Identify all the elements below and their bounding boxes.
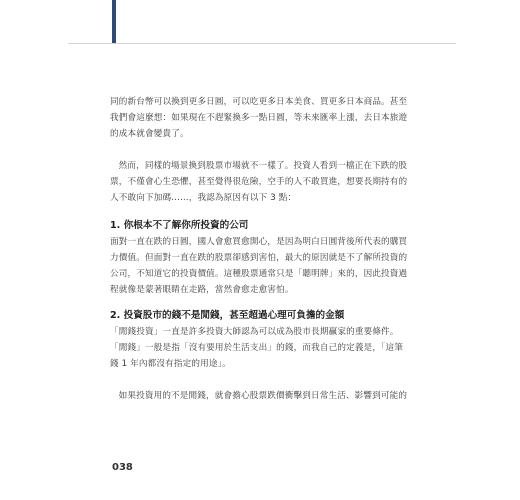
page-body [110,94,410,404]
section-heading-1: 1. 你根本不了解你所投資的公司 [110,220,249,231]
header-accent-bar [112,0,116,44]
page-number: 038 [112,462,133,473]
paragraph-2: 然而，同樣的場景換到股票市場就不一樣了。投資人看到一檔正在下跌的股票，不僅會心生恐懼，甚至覺得很危險，空手的人不敢買進，想要長期持有的人不敢向下加碼……，我認為原因有以下 3 點： [110,161,408,203]
section-1-body: 面對一直在跌的日圓，國人會愈買愈開心，是因為明白日圓背後所代表的購買力價值。但面對一直在跌的股票卻感到害怕，最大的原因就是不了解所投資的公司，不知道它的投資價值。這種股票通常只是「聽明牌」來的，因此投資過程就像是蒙著眼睛在走路，當然會愈走愈害怕。 [110,237,408,295]
section-heading-2: 2. 投資股市的錢不是閒錢，甚至超過心理可負擔的金額 [110,310,345,321]
paragraph-1: 同的新台幣可以換到更多日圓，可以吃更多日本美食、買更多日本商品。甚至我們會這麼想：如果現在不趕緊換多一點日圓，等未來匯率上漲，去日本旅遊的成本就會變貴了。 [110,97,408,139]
section-2-body: 「閒錢投資」一直是許多投資大師認為可以成為股市長期贏家的重要條件。「閒錢」一般是指「沒有要用於生活支出」的錢，而我自己的定義是，「這筆錢 1 年內都沒有指定的用途」。 [110,327,403,369]
section-2-body-continued: 如果投資用的不是閒錢，就會擔心股票跌價衝擊到日常生活、影響到可能的 [118,391,408,401]
header-rule [68,43,456,44]
